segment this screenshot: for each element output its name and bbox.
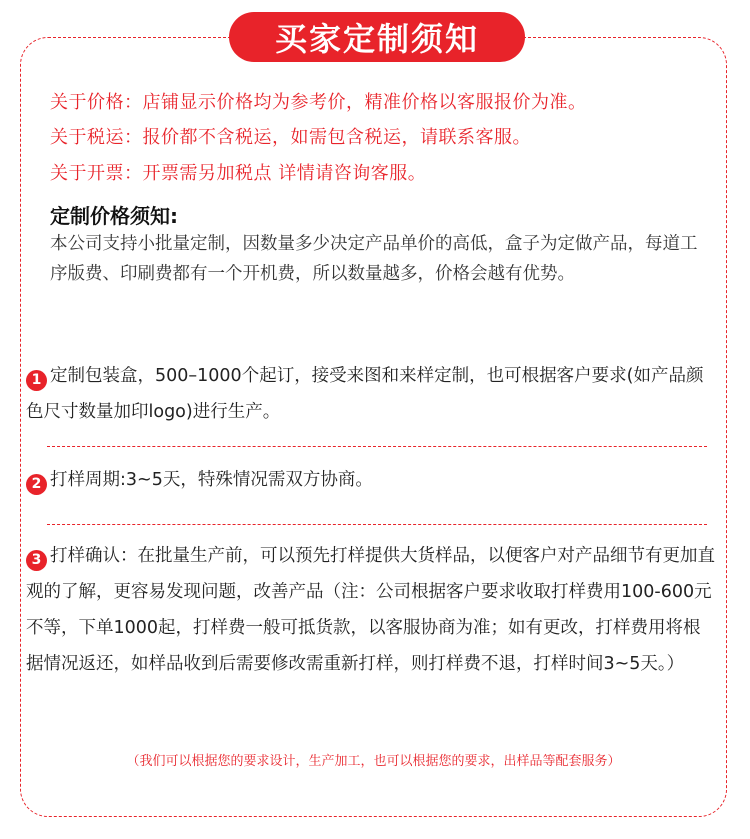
item-text: 打样周期:3~5天，特殊情况需双方协商。 bbox=[50, 470, 373, 490]
notice-invoice: 关于开票：开票需另加税点 详情请咨询客服。 bbox=[50, 163, 427, 184]
divider bbox=[47, 524, 707, 525]
list-item-sample-confirm bbox=[26, 538, 716, 682]
number-badge-2: 2 bbox=[26, 474, 47, 495]
list-item-sample-period bbox=[26, 465, 716, 495]
pricing-body: 本公司支持小批量定制，因数量多少决定产品单价的高低，盒子为定做产品，每道工序版费、印刷费都有一个开机费，所以数量越多，价格会越有优势。 bbox=[50, 234, 698, 284]
number-badge-1: 1 bbox=[26, 370, 47, 391]
number-badge-3: 3 bbox=[26, 550, 47, 571]
pricing-heading: 定制价格须知: bbox=[50, 204, 178, 228]
footer-note: （我们可以根据您的要求设计，生产加工，也可以根据您的要求，出样品等配套服务） bbox=[126, 754, 621, 769]
list-item-moq bbox=[26, 358, 716, 430]
notice-tax-shipping: 关于税运：报价都不含税运，如需包含税运，请联系客服。 bbox=[50, 127, 531, 148]
item-text: 打样确认：在批量生产前，可以预先打样提供大货样品，以便客户对产品细节有更加直观的了解，更容易发现问题，改善产品（注：公司根据客户要求收取打样费用100-600元不等，下单1000起，打样费一般可抵货款，以客服协商为准；如有更改，打样费用将根据情况返还，如样品收到后需要修改需重新打样，则打样费不退，打样时间3~5天。） bbox=[26, 546, 715, 674]
divider bbox=[47, 446, 707, 447]
item-text: 定制包装盒，500–1000个起订，接受来图和来样定制，也可根据客户要求(如产品颜色尺寸数量加印logo)进行生产。 bbox=[26, 366, 704, 422]
notice-price: 关于价格：店铺显示价格均为参考价，精准价格以客服报价为准。 bbox=[50, 92, 587, 113]
page-title: 买家定制须知 bbox=[229, 12, 525, 62]
